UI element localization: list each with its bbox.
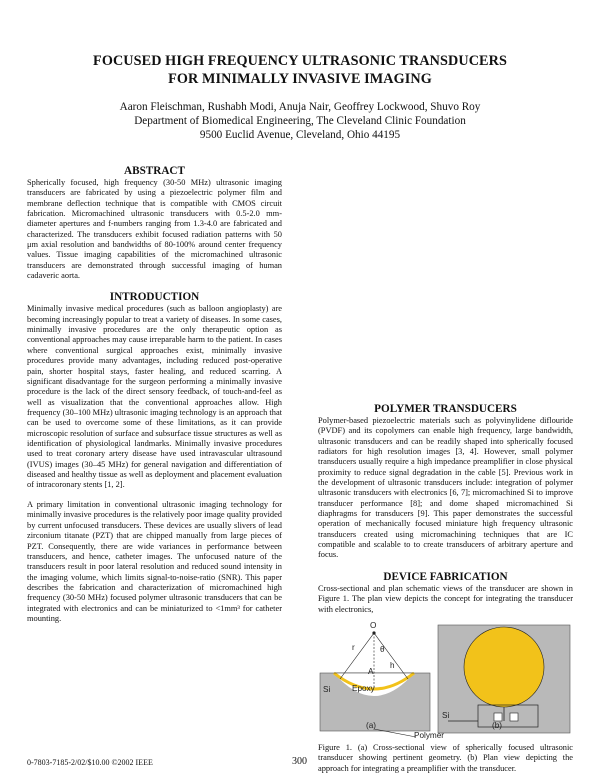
author-affiliation: Department of Biomedical Engineering, The Cleveland Clinic Foundation	[134, 115, 466, 127]
title-line-1: FOCUSED HIGH FREQUENCY ULTRASONIC TRANSDUCERS	[93, 53, 507, 69]
panel-b-label: (b)	[492, 720, 503, 730]
copyright-line: 0-7803-7185-2/02/$10.00 ©2002 IEEE	[27, 758, 153, 767]
circuit-transistor-2	[510, 713, 518, 721]
abstract-text: Spherically focused, high frequency (30-50 MHz) ultrasonic imaging transducers are fabricated by using a piezoelectric polymer film and membrane deflection technique that is compatible with CMOS circuit fabrication. Micromachined ultrasonic transducers with 0.5-2.0 mm-diameter apertures and f-numbers ranging from 1.3-4.0 are fabricated and characterized. The transducers exhibit focused radiation patterns with 50 μm axial resolution and bandwidths of 80-100% around center frequency values. Tissue imaging capabilities of the micromachined ultrasonic transducers are demonstrated through successful imaging of human cadaveric aorta.	[27, 178, 282, 281]
polymer-label: Polymer	[414, 730, 445, 740]
focal-point	[372, 631, 375, 634]
figure-1-caption: Figure 1. (a) Cross-sectional view of spherically focused ultrasonic transducer showing pertinent geometry. (b) Plan view depicting the approach for integrating a preamplifier with the transducer.	[318, 742, 573, 773]
abstract-heading: ABSTRACT	[124, 165, 185, 177]
device-heading: DEVICE FABRICATION	[383, 570, 508, 583]
radius-line-right	[374, 633, 408, 679]
device-text: Cross-sectional and plan schematic views of the transducer are shown in Figure 1. The plan view depicts the concept for integrating the transducer with electronics,	[318, 583, 573, 614]
introduction-heading: INTRODUCTION	[109, 291, 200, 304]
paper-title	[0, 52, 600, 88]
epoxy-label: Epoxy	[352, 683, 375, 693]
intro-paragraph-1: Minimally invasive medical procedures (such as balloon angioplasty) are becoming increasingly popular to treat a variety of diseases. In some cases, minimally invasive procedures are the only therapeutic option as conventional approaches may cause irreparable harm to the patient. In cases where conventional surgical approaches exist, minimally invasive procedures provide many advantages, including reduced post-operative pain, shorter hospital stays, faster healing, and reduced scarring. A significant disadvantage for the surgeon performing a minimally invasive procedure is the lack of the direct sensory feedback, of touch-and-feel as well as visualization that the conventional approaches allow. High frequency (30–100 MHz) ultrasonic imaging technology is an approach that can be used to overcome some of these limitations, as it can provide microscopic resolution of surface and subsurface tissue structures as well as identification of physiological landmarks. Minimally invasive procedures used to treat coronary artery disease have used intravascular ultrasound (IVUS) images (30–45 MHz) for general navigation and differentiation of diseased and healthy tissue as well as deployment and placement evaluation of intracoronary stents [1, 2].	[27, 304, 282, 490]
focus-label: O	[370, 620, 377, 630]
polymer-heading: POLYMER TRANSDUCERS	[374, 403, 517, 415]
intro-paragraph-2: A primary limitation in conventional ultrasonic imaging technology for minimally invasive procedures is the relatively poor image quality provided by current unfocused transducers. These devices are usually slivers of lead zirconium titanate (PZT) that are chipped manually from large pieces of PZT. Consequently, there are wide variances in performance between transducers, and hence, catheter images. The unfocused nature of the transducers result in poor lateral resolution and reduced sound intensity in the imaging volume, which limits signal-to-noise-ratio (SNR). This paper describes the fabrication and characterization of micromachined high frequency (30-50 MHz) focused polymer ultrasonic transducers that can be integrated with electronics and can be miniaturized to <1mm³ for catheter mounting.	[27, 500, 282, 623]
si-label-left: Si	[323, 684, 331, 694]
figure-1-schematic	[318, 621, 573, 743]
author-names: Aaron Fleischman, Rushabh Modi, Anuja Nair, Geoffrey Lockwood, Shuvo Roy	[119, 101, 481, 113]
figure-1	[318, 621, 573, 743]
panel-a-label: (a)	[366, 720, 377, 730]
radius-label: r	[352, 642, 355, 652]
author-address: 9500 Euclid Avenue, Cleveland, Ohio 44195	[199, 129, 401, 141]
title-line-2: FOR MINIMALLY INVASIVE IMAGING	[168, 71, 432, 87]
aperture-label: A	[368, 666, 374, 676]
author-block	[0, 100, 600, 142]
angle-label: θ	[380, 644, 385, 654]
circuit-transistor-1	[494, 713, 502, 721]
depth-label: h	[390, 660, 395, 670]
transducer-plan-disc	[464, 627, 544, 707]
page-number: 300	[292, 756, 307, 767]
si-label-right: Si	[442, 710, 450, 720]
left-column	[27, 164, 282, 624]
right-column	[318, 164, 573, 774]
polymer-text: Polymer-based piezoelectric materials such as polyvinylidene diflouride (PVDF) and its copolymers can enable high frequency, large bandwidth, ultrasonic transducers and can be readily shaped into spherically focused radiators for high resolution images [3, 4]. However, small polymer transducers usually require a high impedance preamplifier in close physical proximity to reduce signal degradation in the cable [5]. Previous work in the development of ultrasonic transducers include: integration of polymer ultrasonic transducers with electronics [6, 7]; micromachined Si to improve transducer performance [8]; and dome shaped micromachined Si diaphragms for transducers [9]. This paper demonstrates the successful operation of mechanically focused miniature high frequency ultrasonic transducers created using micromachining techniques that are IC compatible and scalable to to create transducers of arbitrary aperture and focus.	[318, 416, 573, 560]
